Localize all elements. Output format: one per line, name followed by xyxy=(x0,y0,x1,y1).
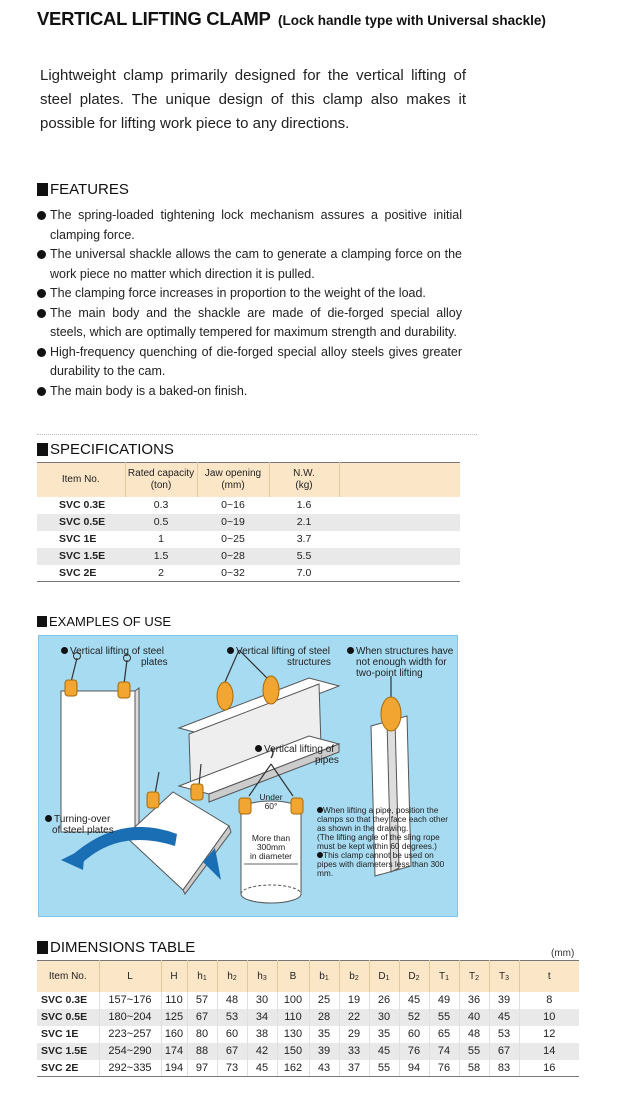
table-cell: 76 xyxy=(399,1043,429,1060)
section-divider xyxy=(37,434,477,435)
table-cell: 1.6 xyxy=(296,499,312,511)
label-angle: Under 60° xyxy=(259,792,283,811)
label-narrow: When structures have not enough width for two-point lifting xyxy=(347,646,453,679)
table-cell: 30 xyxy=(247,992,277,1009)
table-cell: 67 xyxy=(217,1043,247,1060)
table-cell: 0~16 xyxy=(221,499,245,511)
table-cell xyxy=(339,531,460,548)
table-cell: 180~204 xyxy=(99,1009,161,1026)
table-cell: 80 xyxy=(187,1026,217,1043)
dim-col-header: $T_1$ xyxy=(429,961,459,992)
table-cell: 8 xyxy=(546,994,553,1006)
table-cell: 34 xyxy=(247,1009,277,1026)
table-header-row xyxy=(37,961,579,992)
table-cell: 1.5 xyxy=(125,548,197,565)
table-cell: 0~25 xyxy=(221,533,245,545)
table-cell: 30 xyxy=(369,1009,399,1026)
label-structures: Vertical lifting of steel structures xyxy=(227,646,331,668)
table-cell: 55 xyxy=(369,1060,399,1077)
dim-col-header: $T_2$ xyxy=(459,961,489,992)
table-cell: 74 xyxy=(429,1043,459,1060)
dim-col-header: $h_1$ xyxy=(187,961,217,992)
table-cell: SVC 0.5E xyxy=(37,1009,99,1026)
table-cell: 45 xyxy=(369,1043,399,1060)
feature-item: The spring-loaded tightening lock mechanism assures a positive initial clamping force. xyxy=(36,206,462,245)
table-cell: 25 xyxy=(309,992,339,1009)
features-list xyxy=(36,206,462,401)
table-cell xyxy=(339,497,460,514)
dim-col-header: t xyxy=(519,961,579,992)
table-cell: 43 xyxy=(309,1060,339,1077)
table-cell: 10 xyxy=(519,1009,579,1026)
dim-col-header: $h_2$ xyxy=(217,961,247,992)
table-cell: 12 xyxy=(543,1028,556,1040)
dimensions-body xyxy=(37,992,579,1077)
table-cell: 88 xyxy=(187,1043,217,1060)
table-cell xyxy=(339,548,460,565)
table-cell: 55 xyxy=(459,1043,489,1060)
table-cell: 73 xyxy=(217,1060,247,1077)
features-heading-text: FEATURES xyxy=(50,181,129,198)
table-cell: 37 xyxy=(339,1060,369,1077)
table-cell: SVC 1.5E xyxy=(37,1043,99,1060)
table-cell: 26 xyxy=(369,992,399,1009)
dim-col-header: H xyxy=(161,961,187,992)
table-cell: 125 xyxy=(161,1009,187,1026)
feature-item: High-frequency quenching of die-forged special alloy steels gives greater durability to the cam. xyxy=(36,343,462,382)
table-cell: 53 xyxy=(489,1026,519,1043)
dimensions-heading-text: DIMENSIONS TABLE xyxy=(50,939,196,956)
feature-item: The main body is a baked-on finish. xyxy=(36,382,462,402)
table-cell xyxy=(339,565,460,582)
table-cell: 67 xyxy=(187,1009,217,1026)
table-cell: 48 xyxy=(459,1026,489,1043)
table-cell: 36 xyxy=(459,992,489,1009)
beam-lifting-illustration xyxy=(179,650,339,802)
table-cell: 0.5 xyxy=(125,514,197,531)
table-cell: 100 xyxy=(277,992,309,1009)
table-cell: 162 xyxy=(277,1060,309,1077)
specifications-table xyxy=(37,462,460,582)
specifications-heading-text: SPECIFICATIONS xyxy=(50,441,174,458)
table-header-row xyxy=(37,463,460,497)
feature-item: The clamping force increases in proportion to the weight of the load. xyxy=(36,284,462,304)
table-cell: 29 xyxy=(339,1026,369,1043)
dim-col-header: B xyxy=(277,961,309,992)
table-cell: 5.5 xyxy=(269,548,339,565)
dim-col-header: $D_2$ xyxy=(399,961,429,992)
table-cell: SVC 2E xyxy=(37,1060,99,1077)
dim-col-header: $T_3$ xyxy=(489,961,519,992)
table-cell: 65 xyxy=(429,1026,459,1043)
table-row xyxy=(37,531,460,548)
table-cell: 35 xyxy=(369,1026,399,1043)
table-cell: 57 xyxy=(187,992,217,1009)
dim-col-header: $D_1$ xyxy=(369,961,399,992)
plate-lifting-illustration xyxy=(61,653,139,833)
table-cell: SVC 2E xyxy=(37,565,125,582)
table-cell: 58 xyxy=(459,1060,489,1077)
table-cell: 254~290 xyxy=(99,1043,161,1060)
table-cell xyxy=(339,514,460,531)
dimensions-table xyxy=(37,960,579,1077)
table-cell: 0~28 xyxy=(197,548,269,565)
table-cell: 174 xyxy=(161,1043,187,1060)
table-cell: 39 xyxy=(309,1043,339,1060)
table-cell: 194 xyxy=(161,1060,187,1077)
table-row xyxy=(37,497,460,514)
table-cell: 45 xyxy=(247,1060,277,1077)
table-cell: 28 xyxy=(309,1009,339,1026)
table-cell: 60 xyxy=(217,1026,247,1043)
spec-col-jaw: Jaw opening (mm) xyxy=(197,463,269,497)
unit-label: (mm) xyxy=(551,948,575,959)
table-cell: 19 xyxy=(339,992,369,1009)
table-cell: 45 xyxy=(489,1009,519,1026)
title-main: VERTICAL LIFTING CLAMP xyxy=(37,8,271,29)
table-cell: 40 xyxy=(459,1009,489,1026)
square-bullet-icon xyxy=(37,941,48,954)
table-row xyxy=(37,548,460,565)
table-cell: 14 xyxy=(519,1043,579,1060)
table-cell: 157~176 xyxy=(99,992,161,1009)
dim-col-header: $h_3$ xyxy=(247,961,277,992)
intro-paragraph: Lightweight clamp primarily designed for the vertical lifting of steel plates. The unique design of this clamp also makes it possible for lifting work piece to any directions. xyxy=(40,67,466,132)
table-row xyxy=(37,1043,579,1060)
table-cell: 39 xyxy=(489,992,519,1009)
table-row xyxy=(37,1060,579,1077)
table-cell: SVC 1E xyxy=(59,533,97,545)
dim-col-header: Item No. xyxy=(37,961,99,992)
table-cell: 16 xyxy=(519,1060,579,1077)
table-cell: 55 xyxy=(429,1009,459,1026)
table-cell: SVC 0.3E xyxy=(37,992,99,1009)
table-cell: 0~19 xyxy=(197,514,269,531)
table-cell: 52 xyxy=(399,1009,429,1026)
feature-item: The main body and the shackle are made of die-forged special alloy steels, which are optimally tempered for maximum strength and durability. xyxy=(36,304,462,343)
dimensions-heading xyxy=(37,939,195,956)
table-cell: 3.7 xyxy=(296,533,312,545)
table-cell: 97 xyxy=(187,1060,217,1077)
square-bullet-icon xyxy=(37,183,48,196)
spec-col-weight: N.W. (kg) xyxy=(269,463,339,497)
table-cell: 67 xyxy=(489,1043,519,1060)
table-cell: 7.0 xyxy=(269,565,339,582)
title-sub: (Lock handle type with Universal shackle) xyxy=(278,13,546,28)
label-pipes: Vertical lifting of pipes xyxy=(255,744,339,766)
table-cell: 42 xyxy=(247,1043,277,1060)
table-cell: 38 xyxy=(247,1026,277,1043)
table-cell: 76 xyxy=(429,1060,459,1077)
dim-col-header: L xyxy=(99,961,161,992)
table-cell: 83 xyxy=(489,1060,519,1077)
table-cell: 22 xyxy=(339,1009,369,1026)
features-heading xyxy=(37,181,129,198)
table-row xyxy=(37,565,460,582)
label-diameter: More than 300mm in diameter xyxy=(249,833,293,861)
table-cell: 2 xyxy=(125,565,197,582)
pipe-note: When lifting a pipe, position the clamps so that they face each other as shown in the drawing. (The lifting angle of the sling rope must be kept within 60 degrees.) This clamp cannot be used on pipes with diameters less than 300 mm. xyxy=(317,805,448,878)
label-turning: Turning-over of steel plates xyxy=(45,814,114,836)
table-cell: SVC 1.5E xyxy=(37,548,125,565)
table-cell: 48 xyxy=(217,992,247,1009)
table-cell: 2.1 xyxy=(269,514,339,531)
table-cell: 1 xyxy=(158,533,164,545)
table-cell: 130 xyxy=(277,1026,309,1043)
spec-col-blank xyxy=(339,463,460,497)
table-cell: 292~335 xyxy=(99,1060,161,1077)
table-cell: 223~257 xyxy=(99,1026,161,1043)
table-cell: 94 xyxy=(399,1060,429,1077)
specifications-heading xyxy=(37,441,174,458)
table-cell: 53 xyxy=(217,1009,247,1026)
table-row xyxy=(37,514,460,531)
square-bullet-icon xyxy=(37,616,47,627)
table-cell: 0.3 xyxy=(153,499,169,511)
examples-heading-text: EXAMPLES OF USE xyxy=(49,614,172,629)
examples-heading xyxy=(37,614,171,629)
table-cell: 60 xyxy=(399,1026,429,1043)
square-bullet-icon xyxy=(37,443,48,456)
page-title xyxy=(37,8,546,30)
table-cell: 160 xyxy=(161,1026,187,1043)
table-cell: 110 xyxy=(161,992,187,1009)
label-plates: Vertical lifting of steel plates xyxy=(61,646,168,668)
table-row xyxy=(37,992,579,1009)
table-cell: SVC 0.5E xyxy=(37,514,125,531)
table-row xyxy=(37,1026,579,1043)
table-cell: 33 xyxy=(339,1043,369,1060)
table-cell: 0~32 xyxy=(197,565,269,582)
dim-col-header: $b_2$ xyxy=(339,961,369,992)
spec-col-item: Item No. xyxy=(37,463,125,497)
table-cell: 45 xyxy=(399,992,429,1009)
table-cell: SVC 0.3E xyxy=(59,499,106,511)
table-cell: 110 xyxy=(277,1009,309,1026)
dim-col-header: $b_1$ xyxy=(309,961,339,992)
table-cell: 35 xyxy=(309,1026,339,1043)
table-cell: SVC 1E xyxy=(37,1026,99,1043)
table-cell: 49 xyxy=(429,992,459,1009)
feature-item: The universal shackle allows the cam to generate a clamping force on the work piece no matter which direction it is pulled. xyxy=(36,245,462,284)
table-row xyxy=(37,1009,579,1026)
examples-illustration xyxy=(38,635,458,917)
table-cell: 150 xyxy=(277,1043,309,1060)
spec-col-capacity: Rated capacity (ton) xyxy=(125,463,197,497)
